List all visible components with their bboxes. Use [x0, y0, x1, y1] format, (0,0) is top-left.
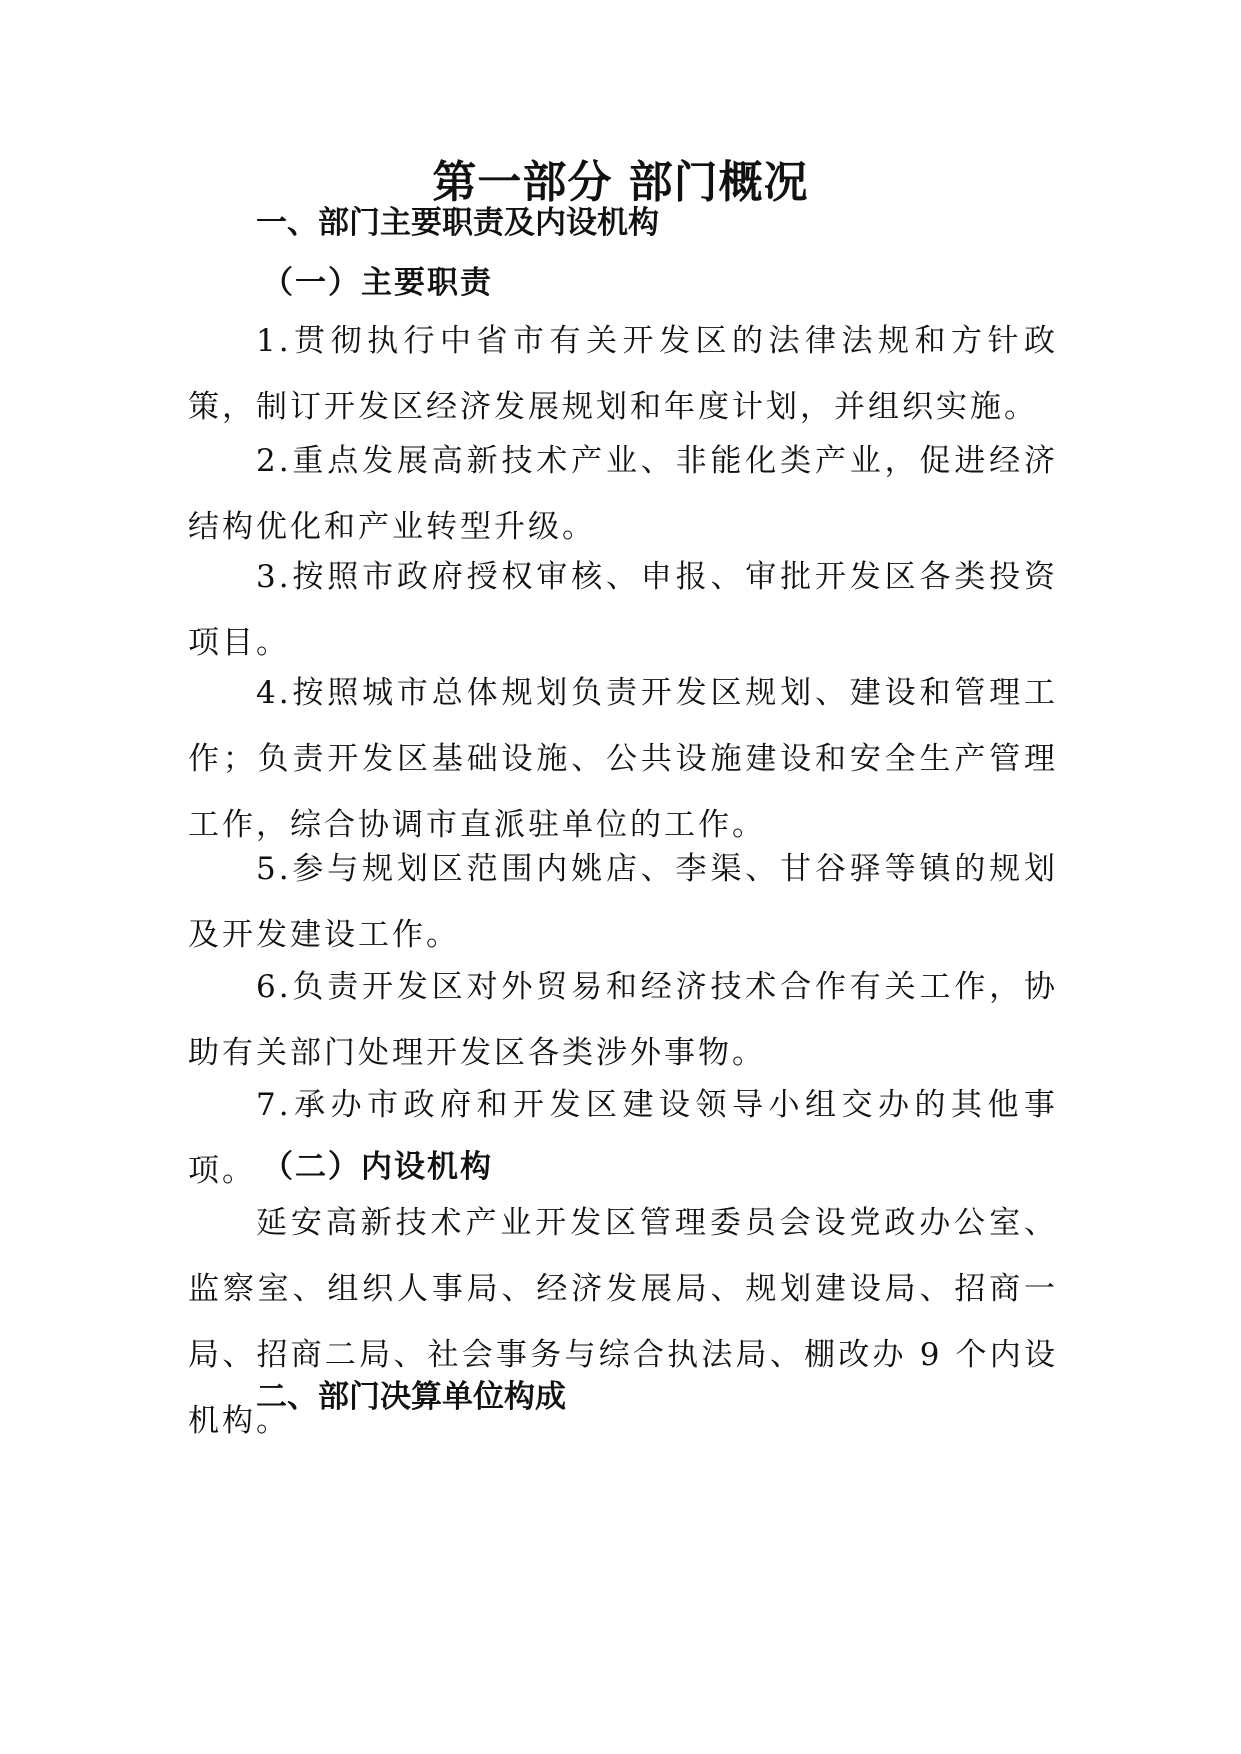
internal-departments-text: 延安高新技术产业开发区管理委员会设党政办公室、监察室、组织人事局、经济发展局、规划建设局、招商一局、招商二局、社会事务与综合执法局、棚改办 9 个内设机构。 — [188, 1205, 1058, 1439]
duty-item-6: 6.负责开发区对外贸易和经济技术合作有关工作，协助有关部门处理开发区各类涉外事物。 — [188, 969, 1058, 1071]
duty-item-2: 2.重点发展高新技术产业、非能化类产业，促进经济结构优化和产业转型升级。 — [188, 443, 1058, 545]
duty-item-1: 1.贯彻执行中省市有关开发区的法律法规和方针政策，制订开发区经济发展规划和年度计划，并组织实施。 — [188, 323, 1058, 425]
duty-item-3: 3.按照市政府授权审核、申报、审批开发区各类投资项目。 — [188, 559, 1058, 661]
duty-item-5: 5.参与规划区范围内姚店、李渠、甘谷驿等镇的规划及开发建设工作。 — [188, 851, 1058, 953]
section-heading-duties-and-structure: 一、部门主要职责及内设机构 — [256, 205, 659, 241]
section-heading-budget-units: 二、部门决算单位构成 — [256, 1379, 566, 1415]
duty-item-7: 7.承办市政府和开发区建设领导小组交办的其他事项。 — [188, 1087, 1058, 1189]
page-title: 第一部分 部门概况 — [432, 157, 809, 208]
subsection-heading-main-duties: （一）主要职责 — [262, 265, 493, 301]
duty-item-4: 4.按照城市总体规划负责开发区规划、建设和管理工作；负责开发区基础设施、公共设施建设和安全生产管理工作，综合协调市直派驻单位的工作。 — [188, 675, 1058, 843]
subsection-heading-internal-departments: （二）内设机构 — [262, 1149, 493, 1185]
